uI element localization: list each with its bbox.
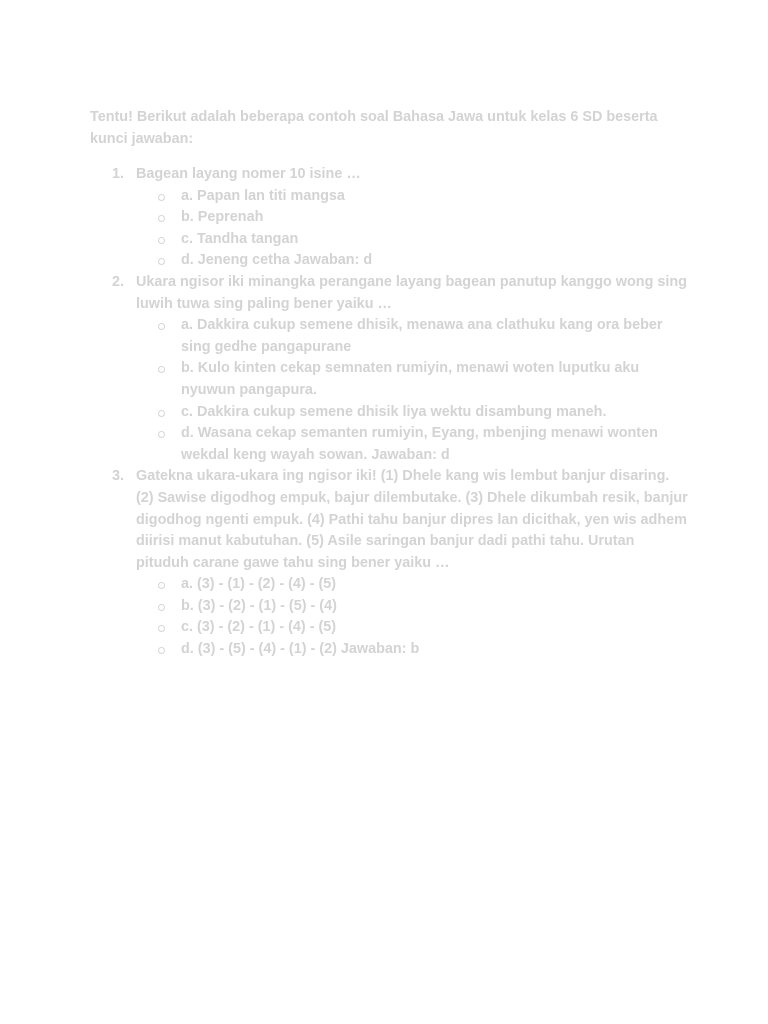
question-item (90, 272, 690, 466)
question-item (90, 164, 690, 272)
circle-bullet-icon (158, 647, 165, 654)
option-item (136, 596, 690, 618)
question-list (90, 164, 690, 661)
question-text: Gatekna ukara-ukara ing ngisor iki! (1) Dhele kang wis lembut banjur disaring. (2) Sawise digodhog empuk, bajur dilembutake. (3) Dhele dikumbah resik, banjur digodhog ngenti empuk. (4) Pathi tahu banjur dipres lan dicithak, yen wis adhem diirisi manut kabutuhan. (5) Asile saringan banjur dadi pathi tahu. Urutan pituduh carane gawe tahu sing bener yaiku … (136, 468, 688, 571)
circle-bullet-icon (158, 237, 165, 244)
option-list (136, 186, 690, 272)
circle-bullet-icon (158, 410, 165, 417)
option-item (136, 186, 690, 208)
option-text: c. Tandha tangan (181, 230, 299, 247)
option-item (136, 617, 690, 639)
question-number: 2. (112, 273, 125, 290)
option-item (136, 423, 690, 466)
option-item (136, 229, 690, 251)
option-text: b. (3) - (2) - (1) - (5) - (4) (181, 597, 337, 614)
option-text: d. (3) - (5) - (4) - (1) - (2) Jawaban: b (181, 641, 420, 658)
option-text: a. (3) - (1) - (2) - (4) - (5) (181, 576, 337, 593)
question-text: Ukara ngisor iki minangka perangane layang bagean panutup kanggo wong sing luwih tuwa sing paling bener yaiku … (136, 273, 687, 312)
circle-bullet-icon (158, 431, 165, 438)
option-text: b. Kulo kinten cekap semnaten rumiyin, menawi woten luputku aku nyuwun pangapura. (181, 360, 640, 398)
option-item (136, 358, 690, 401)
circle-bullet-icon (158, 366, 165, 373)
question-text: Bagean layang nomer 10 isine … (136, 166, 361, 182)
option-item (136, 574, 690, 596)
circle-bullet-icon (158, 604, 165, 611)
option-text: d. Jeneng cetha Jawaban: d (181, 252, 373, 269)
option-text: b. Peprenah (181, 209, 264, 226)
option-item (136, 207, 690, 229)
circle-bullet-icon (158, 582, 165, 589)
question-number: 3. (112, 468, 125, 485)
circle-bullet-icon (158, 323, 165, 330)
option-text: a. Dakkira cukup semene dhisik, menawa ana clathuku kang ora beber sing gedhe pangapurane (181, 317, 663, 355)
circle-bullet-icon (158, 625, 165, 632)
option-item (136, 250, 690, 272)
circle-bullet-icon (158, 258, 165, 265)
circle-bullet-icon (158, 194, 165, 201)
option-text: c. Dakkira cukup semene dhisik liya wektu disambung maneh. (181, 403, 607, 420)
option-list (136, 574, 690, 660)
option-text: d. Wasana cekap semanten rumiyin, Eyang, mbenjing menawi wonten wekdal keng wayah sowan. Jawaban: d (181, 425, 658, 463)
option-item (136, 315, 690, 358)
question-item (90, 466, 690, 660)
option-item (136, 402, 690, 424)
option-text: c. (3) - (2) - (1) - (4) - (5) (181, 619, 337, 636)
intro-paragraph: Tentu! Berikut adalah beberapa contoh soal Bahasa Jawa untuk kelas 6 SD beserta kunci jawaban: (90, 109, 658, 147)
circle-bullet-icon (158, 215, 165, 222)
option-list (136, 315, 690, 466)
option-text: a. Papan lan titi mangsa (181, 187, 345, 204)
question-number: 1. (112, 166, 125, 182)
option-item (136, 639, 690, 661)
